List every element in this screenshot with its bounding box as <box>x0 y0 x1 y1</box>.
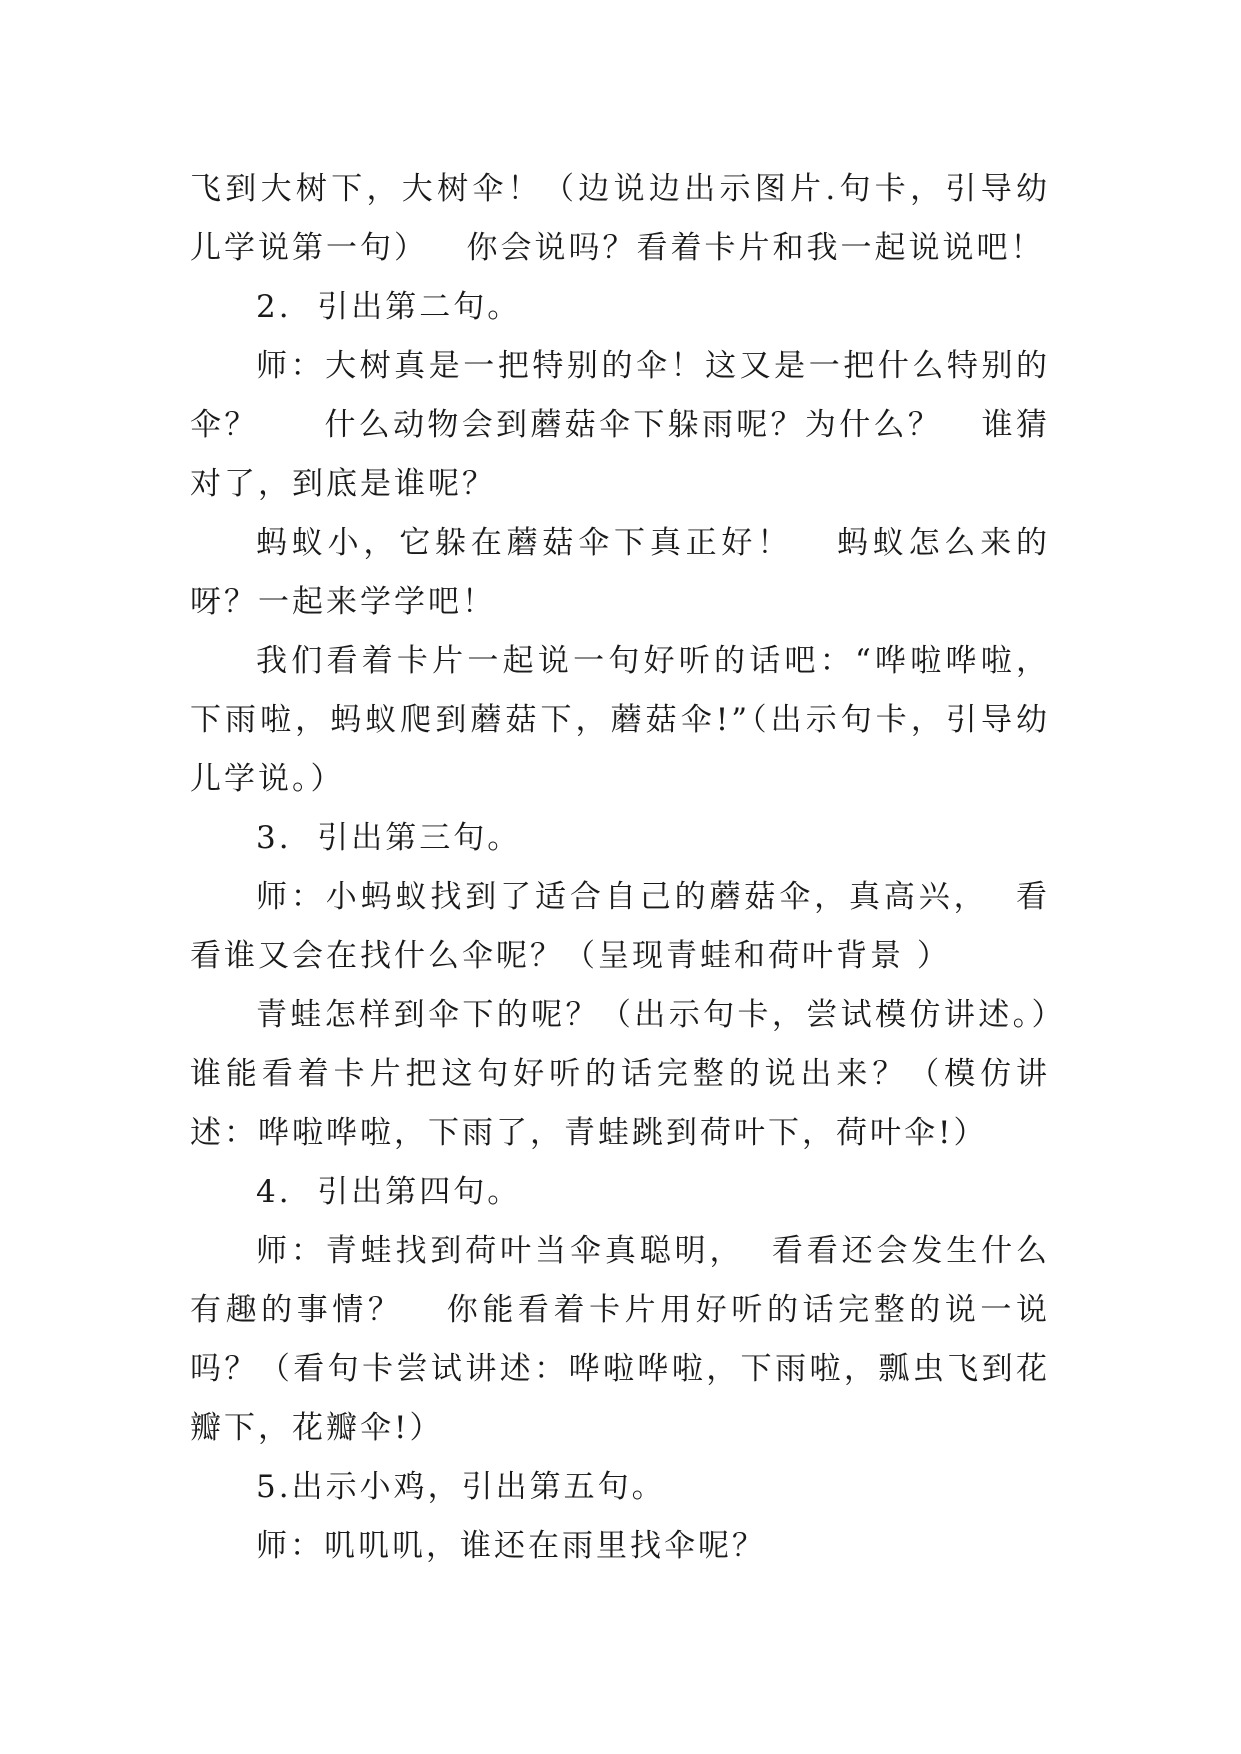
paragraph: 青蛙怎样到伞下的呢？（出示句卡，尝试模仿讲述。）谁能看着卡片把这句好听的话完整的说出来？（模仿讲述：哗啦哗啦，下雨了，青蛙跳到荷叶下，荷叶伞!） <box>190 997 1050 1151</box>
document-body <box>190 160 1050 1576</box>
paragraph: 蚂蚁小，它躲在蘑菇伞下真正好！ 蚂蚁怎么来的呀？一起来学学吧！ <box>190 525 1050 620</box>
paragraph: 飞到大树下，大树伞！（边说边出示图片.句卡，引导幼儿学说第一句） 你会说吗？看着卡片和我一起说说吧！ <box>190 171 1050 266</box>
paragraph: 师：大树真是一把特别的伞！这又是一把什么特别的伞？ 什么动物会到蘑菇伞下躲雨呢？为什么？ 谁猜对了，到底是谁呢？ <box>190 348 1050 502</box>
paragraph: 3. 引出第三句。 <box>256 820 522 856</box>
paragraph: 2. 引出第二句。 <box>256 289 522 325</box>
paragraph: 5.出示小鸡，引出第五句。 <box>256 1469 666 1505</box>
paragraph: 我们看着卡片一起说一句好听的话吧：“哗啦哗啦，下雨啦，蚂蚁爬到蘑菇下，蘑菇伞!”（出示句卡，引导幼儿学说。） <box>190 643 1050 797</box>
paragraph: 师：青蛙找到荷叶当伞真聪明， 看看还会发生什么有趣的事情？ 你能看着卡片用好听的话完整的说一说吗？（看句卡尝试讲述：哗啦哗啦，下雨啦，瓢虫飞到花瓣下，花瓣伞!） <box>190 1233 1050 1446</box>
paragraph: 师：叽叽叽，谁还在雨里找伞呢？ <box>256 1528 766 1564</box>
paragraph: 师：小蚂蚁找到了适合自己的蘑菇伞，真高兴， 看看谁又会在找什么伞呢？（呈现青蛙和荷叶背景 ） <box>190 879 1050 974</box>
paragraph: 4. 引出第四句。 <box>256 1174 522 1210</box>
